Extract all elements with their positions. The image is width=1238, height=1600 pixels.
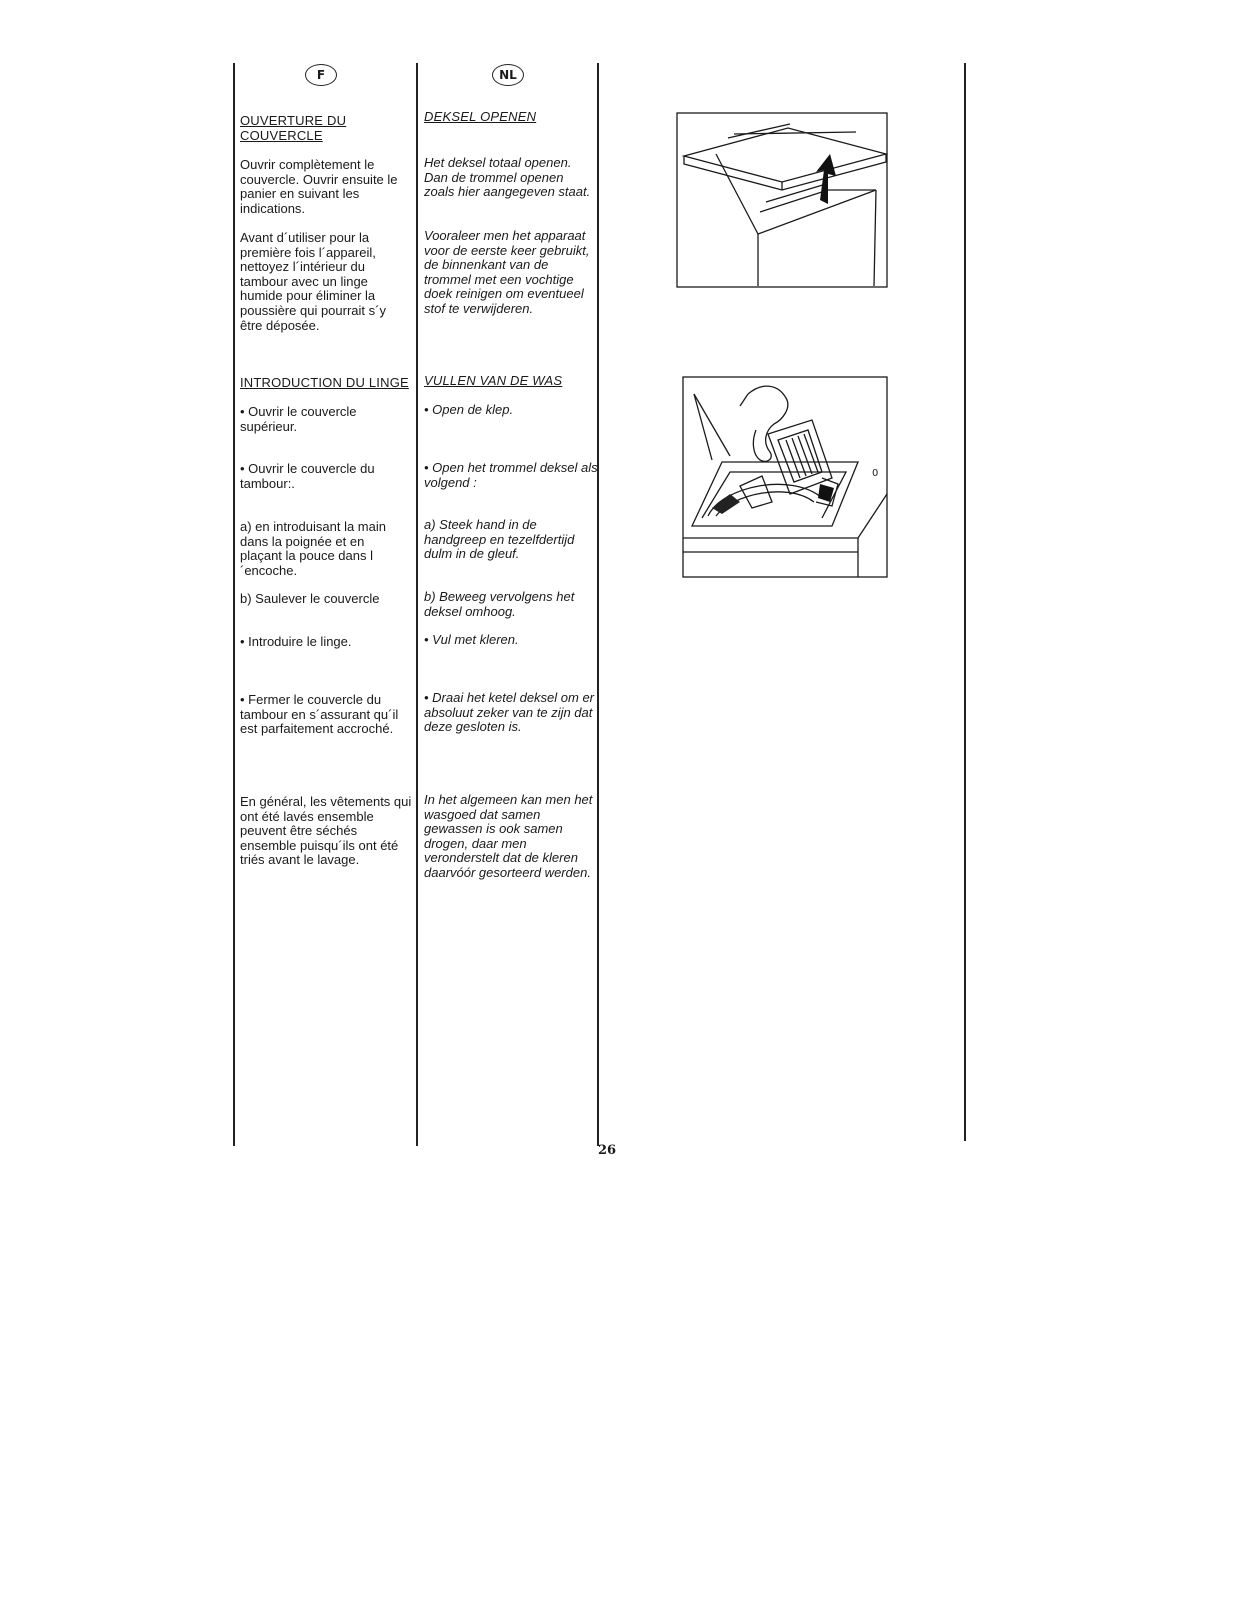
illustration-load-drum: [682, 376, 888, 578]
fr-heading-opening: OUVERTURE DU COUVERCLE: [240, 113, 347, 143]
fr-step-b: b) Saulever le couvercle: [240, 591, 380, 606]
nl-step-open-drum-lid: • Open het trommel deksel als volgend :: [424, 460, 598, 490]
nl-heading-loading: VULLEN VAN DE WAS: [424, 373, 563, 388]
column-rule-middle: [416, 63, 418, 1146]
nl-step-b: b) Beweeg vervolgens het deksel omhoog.: [424, 589, 575, 619]
nl-paragraph-open-lid: Het deksel totaal openen. Dan de trommel openen zoals hier aangegeven staat.: [424, 155, 591, 200]
french-column: [240, 0, 410, 1600]
nl-step-open-flap: • Open de klep.: [424, 402, 514, 417]
column-rule-outer: [964, 63, 966, 1141]
fr-paragraph-clean-drum: Avant d´utiliser pour la première fois l´appareil, nettoyez l´intérieur du tambour avec un linge humide pour éliminer la poussière qui pourrait s´y être déposée.: [240, 230, 386, 333]
fr-step-open-top-lid: • Ouvrir le couvercle supérieur.: [240, 404, 357, 434]
nl-heading-opening: DEKSEL OPENEN: [424, 109, 537, 124]
illustration-open-lid: [676, 112, 888, 288]
nl-paragraph-clean-drum: Vooraleer men het apparaat voor de eerste keer gebruikt, de binnenkant van de trommel met een vochtige doek reinigen om eventueel stof te verwijderen.: [424, 228, 590, 316]
column-rule-left: [233, 63, 235, 1146]
page-number: 26: [598, 1143, 617, 1158]
language-badge-fr: F: [305, 64, 337, 86]
lift-arrow-icon: [816, 154, 836, 204]
fr-paragraph-open-lid: Ouvrir complètement le couvercle. Ouvrir ensuite le panier en suivant les indications.: [240, 157, 398, 216]
language-badge-nl: NL: [492, 64, 524, 86]
nl-step-close-drum-lid: • Draai het ketel deksel om er absoluut zeker van te zijn dat deze gesloten is.: [424, 690, 595, 735]
nl-step-a: a) Steek hand in de handgreep en tezelfdertijd dulm in de gleuf.: [424, 517, 575, 562]
svg-text:0: 0: [872, 468, 879, 479]
fr-heading-loading: INTRODUCTION DU LINGE: [240, 375, 409, 390]
fr-step-a: a) en introduisant la main dans la poignée et en plaçant la pouce dans l´encoche.: [240, 519, 386, 578]
dutch-column: [424, 0, 602, 1600]
fr-step-insert-laundry: • Introduire le linge.: [240, 634, 352, 649]
nl-paragraph-general: In het algemeen kan men het wasgoed dat samen gewassen is ook samen drogen, daar men veronderstelt dat de kleren daarvóór gesorteerd werden.: [424, 792, 593, 880]
fr-step-close-drum-lid: • Fermer le couvercle du tambour en s´assurant qu´il est parfaitement accroché.: [240, 692, 399, 737]
nl-step-fill-clothes: • Vul met kleren.: [424, 632, 519, 647]
fr-step-open-drum-lid: • Ouvrir le couvercle du tambour:.: [240, 461, 375, 491]
fr-paragraph-general: En général, les vêtements qui ont été lavés ensemble peuvent être séchés ensemble puisqu´ils ont été triés avant le lavage.: [240, 794, 412, 868]
